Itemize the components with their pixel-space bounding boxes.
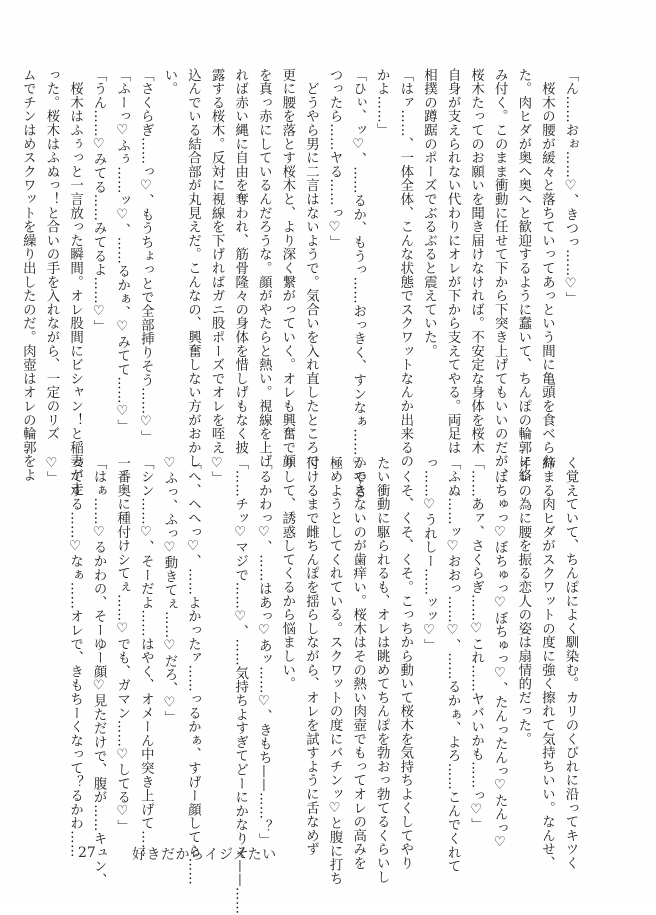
running-title: 好きだからイジメたい bbox=[132, 847, 277, 863]
text-line: ってする……♡なぁ……オレで、きもちーくなって？るかわ…… bbox=[67, 456, 83, 858]
text-line: 「シン……♡、そーだよ……はやく、オメーん中突き上げて…… bbox=[138, 456, 154, 858]
text-line: 「はぁ……♡るかわの、そーゆー顔♡見ただけで、腹が……キュン、 bbox=[91, 456, 107, 887]
text-line: たい衝動に駆られるも、オレは眺めてちんぽを勃おっ勃てるくらいし bbox=[374, 456, 390, 884]
text-line: 桜木の腰が緩々と落ちていってあっという間に亀頭を食べられ bbox=[539, 68, 555, 469]
text-line: った。桜木はふぬっ！と合いの手を入れながら、一定のリズ bbox=[43, 68, 59, 441]
text-line: つったら……ヤる……っ♡」 bbox=[327, 68, 343, 249]
text-line: くそ、くそ、くそ。こっちから動いて桜木を気持ちよくしてやり bbox=[397, 456, 413, 870]
text-line: ムでチンはめスクワットを繰り出したのだ。肉壺はオレの輪郭をよ bbox=[20, 68, 36, 482]
upper-text-block bbox=[20, 68, 582, 499]
text-line: く覚えていて、ちんぽによく馴染む。カリのくびれに沿ってキツく bbox=[563, 456, 578, 870]
text-line: 桜木たってのお願いを聞き届けなければ。不安定な身体を桜木 bbox=[468, 68, 484, 455]
text-line: 「へ、へへっ♡、……よかったァ……っるかぁ、すげー顔してら…… bbox=[185, 456, 201, 886]
text-line: かできないのが歯痒い。桜木はその熱い肉壺でもってオレの高みを bbox=[350, 456, 366, 870]
text-line: い。 bbox=[161, 68, 177, 96]
text-line: 「ふぬ……ッ♡おおっ……♡、……るかぁ、よろ……こんでくれて bbox=[445, 456, 461, 874]
text-line: 締まる肉ヒダがスクワットの度に強く擦れて気持ちいい。なんせ、 bbox=[539, 456, 555, 870]
text-line: 更に腰を落とす桜木と、より深く繋がっていく。オレも興奮で顔 bbox=[279, 68, 295, 469]
page-number: 27 bbox=[78, 845, 96, 861]
text-line: 「さくらぎ……っ♡、もうちょっとで全部挿りそう……♡」 bbox=[138, 68, 154, 444]
text-line: 桜木はふぅっと一言放った瞬間。オレ股間にビシャン！と稲妻が走 bbox=[67, 68, 83, 496]
text-line: かよ……」 bbox=[374, 68, 390, 137]
text-line: 露する桜木。反対に視線を下げればガニ股ポーズでオレを咥え bbox=[209, 68, 225, 455]
text-line: 「ひぃ、ッ♡、……るか、もうっ……おっきく、すンなぁ……♡やる bbox=[350, 68, 366, 499]
text-line: ぼちゅっ♡ぼちゅっ♡ぼちゅっ♡、たんったんっ♡たんっ♡ bbox=[492, 456, 508, 851]
text-line: 「はァ……、一体全体、こんな状態でスクワットなんか出来るの bbox=[397, 68, 413, 469]
text-line: み付く。このまま衝動に任せて下から下突き上げてもいいのだが、 bbox=[492, 68, 508, 482]
text-line: 相撲の蹲踞のポーズでぶるぶると震えていた。 bbox=[421, 68, 437, 358]
text-line: れば赤い縄に自由を奪われ、筋骨隆々の身体を惜しげもなく披 bbox=[232, 68, 248, 455]
text-line: 「るかわっ♡、……はあっ♡あッ……♡、きもち——……？」 bbox=[256, 456, 272, 848]
text-line: オレの為に腰を振る恋人の姿は扇情的だった。 bbox=[515, 456, 531, 746]
text-line: 一番奥に種付けシてぇ……♡でも、ガマン……♡してる♡」 bbox=[114, 456, 130, 834]
text-line: 極めようとしてくれている。スクワットの度にバチンッ♡と腹に打ち bbox=[327, 456, 343, 886]
text-line: 込んでいる結合部が丸見えだ。こんなの、興奮しない方がおかし bbox=[185, 68, 201, 469]
text-line: 付けるまで雌ちんぽを揺らしながら、オレを試すように舌なめず bbox=[303, 456, 319, 857]
text-line: ♡」 bbox=[43, 456, 59, 486]
text-line: 自身が支えられない代わりにオレが下から支えてやる。両足は bbox=[445, 68, 461, 455]
text-line: 「……あァ、さくらぎ……♡これ……ヤバいかも……っ♡」 bbox=[468, 456, 484, 832]
text-line: っ……♡うれしー……ッッ♡」 bbox=[421, 456, 437, 653]
text-line: ♡」 bbox=[209, 456, 225, 486]
text-line: 「うん……♡みてる……みてるよ……♡」 bbox=[91, 68, 107, 334]
text-line: 「ふーっ♡ふぅ……ッ♡、……るかぁ、♡みてて……♡」 bbox=[114, 68, 130, 434]
text-line: 「……チッ♡マジで……♡、……気持ちよすぎてどーにかなりそ——…… bbox=[232, 456, 248, 915]
text-line: 「ん……おぉ……♡、きつっ……♡」 bbox=[563, 68, 578, 306]
text-line: た。肉ヒダが奥へ奥へと歓迎するように蠢いて、ちんぽの輪郭に絡 bbox=[515, 68, 531, 482]
text-line: を真っ赤にしているんだろうな。顔がやたらと熱い。視線を上げ bbox=[256, 68, 272, 469]
text-line: りして、誘惑してくるから悩ましい。 bbox=[279, 456, 295, 691]
text-line: ♡ふっ、ふっ♡動きてぇ……♡だろ、♡」 bbox=[161, 456, 177, 725]
text-line: どうやら男に二言はないようで。気合いを入れ直したところで bbox=[303, 68, 319, 469]
